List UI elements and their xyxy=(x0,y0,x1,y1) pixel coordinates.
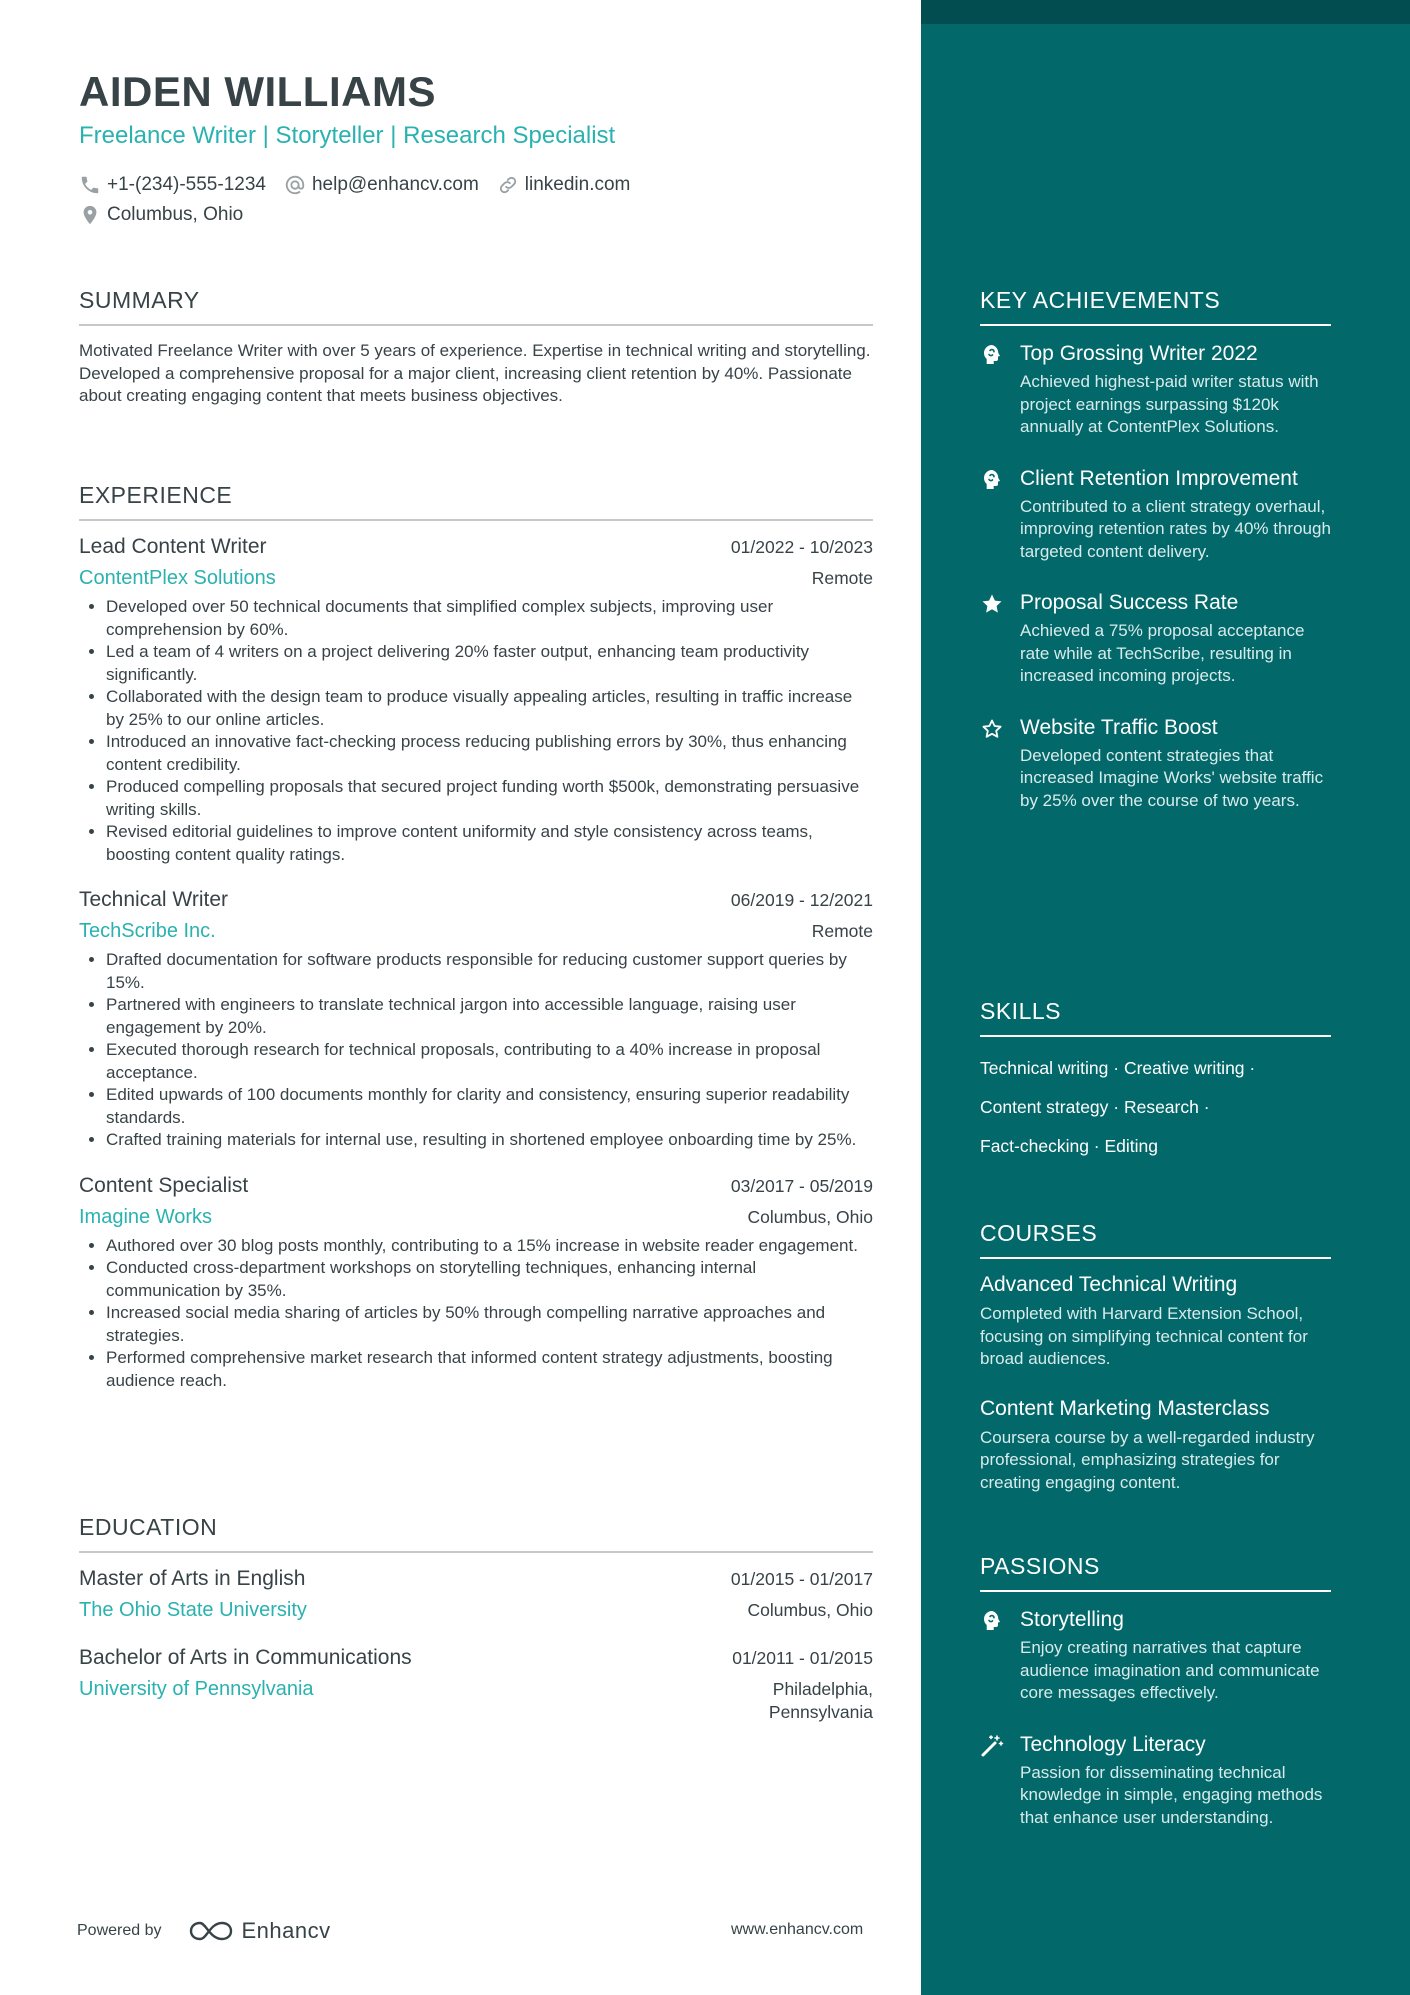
course-item xyxy=(980,1397,1331,1495)
summary-heading: SUMMARY xyxy=(79,287,873,326)
candidate-tagline: Freelance Writer | Storyteller | Research Specialist xyxy=(79,122,616,149)
sidebar xyxy=(921,0,1410,1995)
experience-section xyxy=(79,482,873,1392)
achievement-title: Website Traffic Boost xyxy=(1020,715,1218,739)
magic-wand-icon xyxy=(980,1734,1004,1758)
skill-line: Technical writing · Creative writing · xyxy=(980,1058,1256,1078)
course-title: Content Marketing Masterclass xyxy=(980,1396,1270,1420)
at-icon xyxy=(284,174,306,196)
enhancv-logo[interactable] xyxy=(188,1918,331,1944)
contact-phone xyxy=(79,174,266,196)
star-icon xyxy=(980,592,1004,616)
brain-icon xyxy=(980,1609,1004,1633)
achievement-title: Client Retention Improvement xyxy=(1020,466,1298,490)
experience-entry xyxy=(79,888,873,1152)
passion-desc: Passion for disseminating technical knowledge in simple, engaging methods that enhance user understanding. xyxy=(1020,1762,1323,1827)
bullet-item: • Executed thorough research for technical proposals, contributing to a 40% increase in proposal acceptance. xyxy=(106,1039,873,1084)
achievement-desc: Developed content strategies that increased Imagine Works' website traffic by 25% over the course of two years. xyxy=(1020,745,1324,810)
job-location: Remote xyxy=(811,568,873,588)
company-name: Imagine Works xyxy=(79,1205,213,1228)
achievement-item xyxy=(980,465,1331,564)
skill-line: Content strategy · Research · xyxy=(980,1097,1210,1117)
achievement-title: Proposal Success Rate xyxy=(1020,591,1239,614)
experience-heading: EXPERIENCE xyxy=(79,482,873,521)
contact-location xyxy=(79,204,243,226)
passions-heading: PASSIONS xyxy=(980,1553,1331,1592)
skills-section xyxy=(980,998,1331,1166)
school-name: The Ohio State University xyxy=(79,1599,307,1621)
job-bullets xyxy=(106,1235,873,1393)
contact-email[interactable] xyxy=(284,174,479,196)
bullet-item: • Developed over 50 technical documents that simplified complex subjects, improving user comprehension by 60%. xyxy=(106,596,873,641)
company-name: ContentPlex Solutions xyxy=(79,567,276,589)
job-dates: 03/2017 - 05/2019 xyxy=(730,1175,873,1196)
education-dates: 01/2011 - 01/2015 xyxy=(732,1648,873,1668)
passion-item xyxy=(980,1606,1331,1705)
brand-name: Enhancv xyxy=(241,1918,331,1943)
bullet-item: • Collaborated with the design team to produce visually appealing articles, resulting in traffic increase by 25% to our online articles. xyxy=(106,686,873,731)
education-entry xyxy=(79,1567,873,1622)
achievement-desc: Achieved a 75% proposal acceptance rate while at TechScribe, resulting in increased incoming projects. xyxy=(1020,621,1305,685)
sidebar-top-bar xyxy=(921,0,1410,24)
job-bullets xyxy=(106,949,873,1152)
courses-section xyxy=(980,1220,1331,1494)
passion-item xyxy=(980,1731,1331,1830)
course-desc: Completed with Harvard Extension School, focusing on simplifying technical content for broad audiences. xyxy=(980,1304,1308,1368)
contact-link[interactable] xyxy=(497,174,631,196)
footer-branding xyxy=(77,1918,331,1944)
passions-section xyxy=(980,1553,1331,1829)
school-name: University of Pennsylvania xyxy=(79,1678,314,1700)
job-title: Content Specialist xyxy=(79,1173,249,1197)
education-dates: 01/2015 - 01/2017 xyxy=(730,1569,873,1589)
candidate-name: AIDEN WILLIAMS xyxy=(79,68,436,115)
location-text: Columbus, Ohio xyxy=(107,204,244,225)
degree-title: Master of Arts in English xyxy=(79,1567,306,1590)
star-outline-icon xyxy=(980,717,1004,741)
job-dates: 01/2022 - 10/2023 xyxy=(730,537,873,557)
location-line: Philadelphia, xyxy=(772,1679,873,1699)
brain-icon xyxy=(980,468,1004,492)
summary-text: Motivated Freelance Writer with over 5 years of experience. Expertise in technical writing and storytelling. Developed a comprehensive proposal for a major client, increasing client retention by 40%. Passionate about creating engaging content that meets business objectives. xyxy=(79,341,871,405)
achievements-heading: KEY ACHIEVEMENTS xyxy=(980,287,1331,326)
achievement-item xyxy=(980,589,1331,688)
job-dates: 06/2019 - 12/2021 xyxy=(730,890,873,910)
job-bullets xyxy=(106,596,873,866)
footer-url[interactable]: www.enhancv.com xyxy=(731,1921,864,1938)
achievement-title: Top Grossing Writer 2022 xyxy=(1020,342,1258,365)
course-title: Advanced Technical Writing xyxy=(980,1273,1238,1296)
skills-list xyxy=(980,1049,1331,1166)
experience-entry xyxy=(79,1174,873,1393)
education-location: Columbus, Ohio xyxy=(747,1600,873,1620)
education-entry xyxy=(79,1646,873,1723)
job-title: Technical Writer xyxy=(79,888,228,911)
passion-desc: Enjoy creating narratives that capture audience imagination and communicate core messages effectively. xyxy=(1020,1638,1320,1702)
passion-title: Technology Literacy xyxy=(1020,1732,1206,1756)
phone-text: +1-(234)-555-1234 xyxy=(107,174,266,195)
bullet-item: • Performed comprehensive market research that informed content strategy adjustments, boosting audience reach. xyxy=(106,1347,873,1392)
skills-heading: SKILLS xyxy=(980,998,1331,1037)
location-pin-icon xyxy=(79,204,101,226)
course-desc: Coursera course by a well-regarded industry professional, emphasizing strategies for creating engaging content. xyxy=(980,1427,1315,1492)
bullet-item: • Produced compelling proposals that secured project funding worth $500k, demonstrating persuasive writing skills. xyxy=(106,776,873,821)
bullet-item: • Increased social media sharing of articles by 50% through compelling narrative approaches and strategies. xyxy=(106,1302,873,1347)
link-icon xyxy=(497,174,519,196)
bullet-item: • Partnered with engineers to translate technical jargon into accessible language, raising user engagement by 20%. xyxy=(106,994,873,1039)
bullet-item: • Introduced an innovative fact-checking process reducing publishing errors by 30%, thus enhancing content credibility. xyxy=(106,731,873,776)
skill-line: Fact-checking · Editing xyxy=(980,1136,1158,1156)
courses-heading: COURSES xyxy=(980,1220,1331,1259)
education-heading: EDUCATION xyxy=(79,1514,873,1553)
job-location: Remote xyxy=(811,921,873,941)
bullet-item: • Edited upwards of 100 documents monthly for clarity and consistency, ensuring superior readability standards. xyxy=(106,1084,873,1129)
phone-icon xyxy=(79,174,101,196)
summary-section xyxy=(79,287,873,408)
experience-entry xyxy=(79,535,873,866)
bullet-item: • Crafted training materials for internal use, resulting in shortened employee onboarding time by 25%. xyxy=(106,1129,873,1152)
bullet-item: • Drafted documentation for software products responsible for reducing customer support queries by 15%. xyxy=(106,949,873,994)
achievement-item xyxy=(980,340,1331,439)
achievement-desc: Achieved highest-paid writer status with project earnings surpassing $120k annually at ContentPlex Solutions. xyxy=(1020,372,1319,436)
education-section xyxy=(79,1514,873,1723)
link-text: linkedin.com xyxy=(524,174,631,195)
course-item xyxy=(980,1273,1331,1371)
education-location xyxy=(769,1678,873,1723)
contact-info xyxy=(79,170,873,230)
achievements-section xyxy=(980,287,1331,812)
achievement-desc: Contributed to a client strategy overhaul, improving retention rates by 40% through targeted content delivery. xyxy=(1020,496,1331,561)
infinity-logo-icon xyxy=(188,1919,234,1943)
powered-by-text: Powered by xyxy=(77,1922,162,1939)
bullet-item: • Revised editorial guidelines to improve content uniformity and style consistency across teams, boosting content quality ratings. xyxy=(106,821,873,866)
achievement-item xyxy=(980,714,1331,813)
bullet-item: • Conducted cross-department workshops on storytelling techniques, enhancing internal communication by 35%. xyxy=(106,1257,873,1302)
bullet-item: • Led a team of 4 writers on a project delivering 20% faster output, enhancing team productivity significantly. xyxy=(106,641,873,686)
bullet-item: • Authored over 30 blog posts monthly, contributing to a 15% increase in website reader engagement. xyxy=(106,1235,873,1258)
company-name: TechScribe Inc. xyxy=(79,920,216,942)
email-text: help@enhancv.com xyxy=(311,174,479,195)
passion-title: Storytelling xyxy=(1020,1608,1124,1631)
brain-icon xyxy=(980,343,1004,367)
degree-title: Bachelor of Arts in Communications xyxy=(79,1646,412,1669)
job-title: Lead Content Writer xyxy=(79,535,267,558)
location-line: Pennsylvania xyxy=(768,1701,873,1722)
job-location: Columbus, Ohio xyxy=(747,1206,873,1227)
